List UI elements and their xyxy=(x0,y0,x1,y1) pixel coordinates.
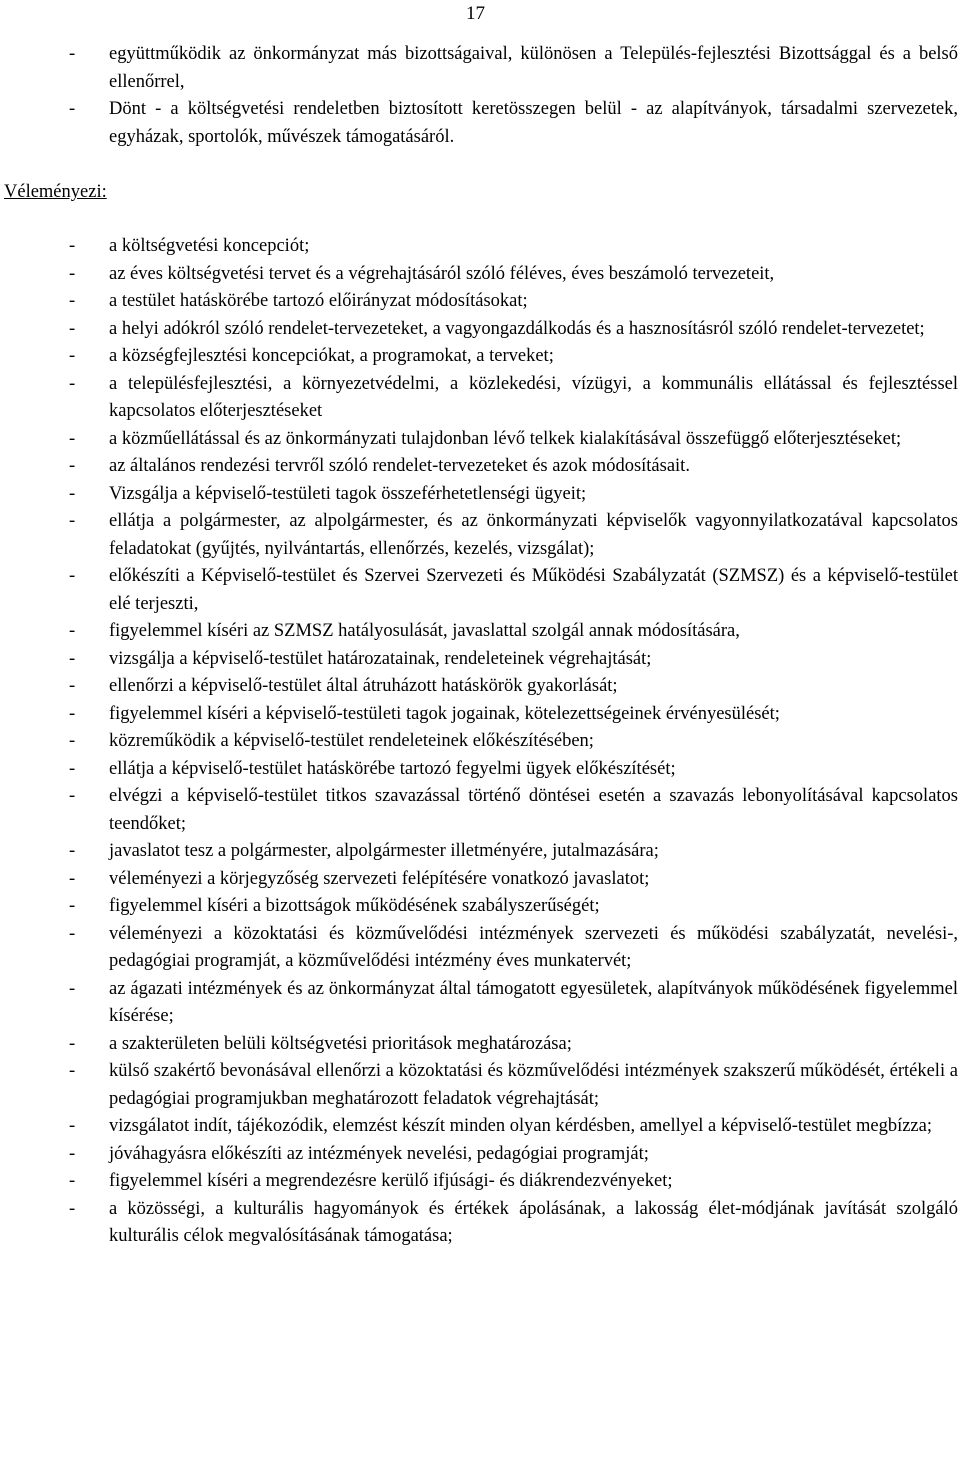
list-item-text: a közműellátással és az önkormányzati tulajdonban lévő telkek kialakításával összefüggő előterjesztéseket; xyxy=(109,428,902,449)
list-item-text: a településfejlesztési, a környezetvédelmi, a közlekedési, vízügyi, a kommunális ellátással és fejlesztéssel kapcsolatos előterjesztéseket xyxy=(109,373,958,421)
list-bullet: - xyxy=(69,566,76,586)
list-item xyxy=(0,481,960,509)
list-item-text: a közösségi, a kulturális hagyományok és értékek ápolásának, a lakosság élet-módjának javítását szolgáló kulturális célok megvalósításának támogatása; xyxy=(109,1198,958,1246)
top-list-item xyxy=(0,41,960,96)
list-item-text: ellenőrzi a képviselő-testület által átruházott hatáskörök gyakorlását; xyxy=(109,676,618,696)
list-item xyxy=(0,343,960,371)
list-item-text: figyelemmel kíséri a megrendezésre kerülő ifjúsági- és diákrendezvényeket; xyxy=(109,1171,673,1191)
list-item xyxy=(0,233,960,261)
list-item xyxy=(0,1113,960,1141)
list-bullet: - xyxy=(69,99,76,119)
list-bullet: - xyxy=(69,1116,76,1136)
list-item xyxy=(0,371,960,426)
list-item xyxy=(0,866,960,894)
list-item xyxy=(0,453,960,481)
list-bullet: - xyxy=(69,868,76,889)
list-item-text: ellátja a képviselő-testület hatáskörébe tartozó fegyelmi ügyek előkészítését; xyxy=(109,758,676,779)
list-item xyxy=(0,316,960,344)
main-list xyxy=(0,233,960,1251)
list-bullet: - xyxy=(69,1061,76,1081)
top-list-item xyxy=(0,96,960,151)
list-item-text: javaslatot tesz a polgármester, alpolgármester illetményére, jutalmazására; xyxy=(109,841,659,861)
list-bullet: - xyxy=(69,346,76,366)
list-item-text: a szakterületen belüli költségvetési prioritások meghatározása; xyxy=(109,1033,572,1054)
list-bullet: - xyxy=(69,511,76,531)
list-item-text: figyelemmel kíséri a bizottságok működésének szabályszerűségét; xyxy=(109,896,600,916)
list-item xyxy=(0,783,960,838)
list-item-text: Vizsgálja a képviselő-testületi tagok összeférhetetlenségi ügyeit; xyxy=(109,483,587,504)
list-item-text: az éves költségvetési tervet és a végrehajtásáról szóló féléves, éves beszámoló tervezeteit, xyxy=(109,263,775,284)
list-item xyxy=(0,508,960,563)
list-item-text: előkészíti a Képviselő-testület és Szervei Szervezeti és Működési Szabályzatát (SZMSZ) és a képviselő-testület elé terjeszti, xyxy=(109,566,958,614)
list-bullet: - xyxy=(69,786,76,806)
list-item-text: elvégzi a képviselő-testület titkos szavazással történő döntései esetén a szavazás lebonyolításával kapcsolatos teendőket; xyxy=(109,786,958,834)
list-bullet: - xyxy=(69,841,76,861)
list-item xyxy=(0,288,960,316)
list-item xyxy=(0,1196,960,1251)
list-item xyxy=(0,426,960,454)
list-item-text: véleményezi a közoktatási és közművelődési intézmények szervezeti és működési szabályzatát, nevelési-, pedagógiai programját, a közművelődési intézmény éves munkatervét; xyxy=(109,923,958,971)
list-bullet: - xyxy=(69,483,76,504)
list-item xyxy=(0,1058,960,1113)
list-item-text: figyelemmel kíséri a képviselő-testületi tagok jogainak, kötelezettségeinek érvényesülését; xyxy=(109,703,780,724)
list-bullet: - xyxy=(69,676,76,696)
list-bullet: - xyxy=(69,373,76,394)
list-bullet: - xyxy=(69,758,76,779)
list-item-text: vizsgálatot indít, tájékozódik, elemzést készít minden olyan kérdésben, amellyel a képviselő-testület megbízza; xyxy=(109,1116,932,1136)
list-bullet: - xyxy=(69,236,76,256)
list-item xyxy=(0,893,960,921)
list-item-text: együttműködik az önkormányzat más bizottságaival, különösen a Település-fejlesztési Bizottsággal és a belső ellenőrrel, xyxy=(109,44,958,92)
list-item-text: külső szakértő bevonásával ellenőrzi a közoktatási és közművelődési intézmények szakszerű működését, értékeli a pedagógiai programjukban meghatározott feladatok végrehajtását; xyxy=(109,1061,958,1109)
list-item xyxy=(0,756,960,784)
list-item xyxy=(0,838,960,866)
list-bullet: - xyxy=(69,428,76,449)
list-item xyxy=(0,976,960,1031)
list-bullet: - xyxy=(69,923,76,944)
list-item xyxy=(0,1031,960,1059)
top-list xyxy=(0,41,960,151)
list-item-text: a helyi adókról szóló rendelet-tervezeteket, a vagyongazdálkodás és a hasznosításról szóló rendelet-tervezetet; xyxy=(109,318,925,339)
list-bullet: - xyxy=(69,731,76,751)
list-bullet: - xyxy=(69,648,76,669)
list-item xyxy=(0,701,960,729)
list-item xyxy=(0,1168,960,1196)
list-bullet: - xyxy=(69,621,76,641)
list-item-text: a községfejlesztési koncepciókat, a programokat, a terveket; xyxy=(109,346,554,366)
list-bullet: - xyxy=(69,1143,76,1164)
list-item-text: az általános rendezési tervről szóló rendelet-tervezeteket és azok módosításait. xyxy=(109,456,690,476)
list-bullet: - xyxy=(69,1198,76,1219)
list-item xyxy=(0,618,960,646)
list-item-text: jóváhagyásra előkészíti az intézmények nevelési, pedagógiai programját; xyxy=(109,1143,649,1164)
list-bullet: - xyxy=(69,318,76,339)
list-bullet: - xyxy=(69,291,76,311)
list-item-text: a költségvetési koncepciót; xyxy=(109,236,310,256)
list-bullet: - xyxy=(69,978,76,999)
list-bullet: - xyxy=(69,896,76,916)
list-item xyxy=(0,646,960,674)
list-item-text: figyelemmel kíséri az SZMSZ hatályosulását, javaslattal szolgál annak módosítására, xyxy=(109,621,740,641)
list-bullet: - xyxy=(69,456,76,476)
list-item-text: az ágazati intézmények és az önkormányzat által támogatott egyesületek, alapítványok működésének figyelemmel kísérése; xyxy=(109,978,958,1026)
list-bullet: - xyxy=(69,1033,76,1054)
section-heading: Véleményezi: xyxy=(4,182,107,202)
list-item-text: vizsgálja a képviselő-testület határozatainak, rendeleteinek végrehajtását; xyxy=(109,648,652,669)
list-item xyxy=(0,261,960,289)
page-number: 17 xyxy=(466,3,485,24)
list-bullet: - xyxy=(69,44,76,64)
list-item-text: Dönt - a költségvetési rendeletben biztosított keretösszegen belül - az alapítványok, társadalmi szervezetek, egyházak, sportolók, művészek támogatásáról. xyxy=(109,99,958,147)
list-item-text: közreműködik a képviselő-testület rendeleteinek előkészítésében; xyxy=(109,731,594,751)
list-item xyxy=(0,728,960,756)
list-item xyxy=(0,563,960,618)
list-item xyxy=(0,1141,960,1169)
list-item xyxy=(0,673,960,701)
list-item-text: ellátja a polgármester, az alpolgármester, és az önkormányzati képviselők vagyonnyilatkozatával kapcsolatos feladatokat (gyűjtés, nyilvántartás, ellenőrzés, kezelés, vizsgálat); xyxy=(109,511,958,559)
list-bullet: - xyxy=(69,703,76,724)
list-item-text: a testület hatáskörébe tartozó előirányzat módosításokat; xyxy=(109,291,528,311)
list-item xyxy=(0,921,960,976)
list-bullet: - xyxy=(69,1171,76,1191)
list-item-text: véleményezi a körjegyzőség szervezeti felépítésére vonatkozó javaslatot; xyxy=(109,868,650,889)
list-bullet: - xyxy=(69,263,76,284)
